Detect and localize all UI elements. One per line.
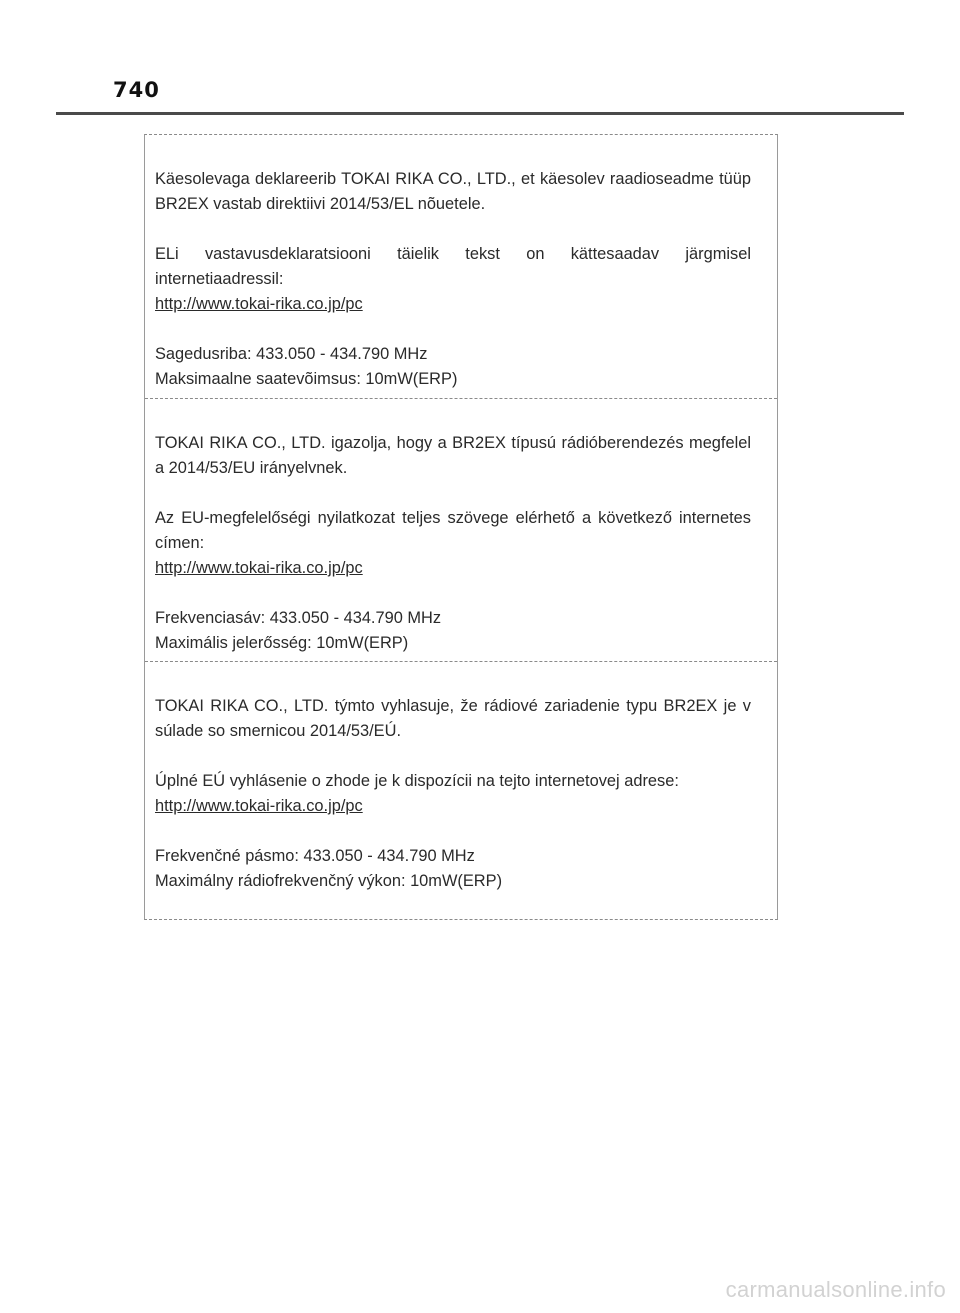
page-number: 740 xyxy=(113,78,160,102)
frequency-band: Sagedusriba: 433.050 - 434.790 MHz xyxy=(155,345,428,363)
conformity-statement: Käesolevaga deklareerib TOKAI RIKA CO., LTD., et käesolev raadioseadme tüüp BR2EX vastab direktiivi 2014/53/EL nõuetele. xyxy=(155,170,751,213)
full-text-intro: Az EU-megfelelőségi nyilatkozat teljes szövege elérhető a következő internetes címen: xyxy=(155,509,751,552)
declaration-section-estonian xyxy=(145,135,777,398)
watermark-text: carmanualsonline.info xyxy=(725,1277,946,1302)
frequency-band: Frekvenčné pásmo: 433.050 - 434.790 MHz xyxy=(155,847,475,865)
max-power: Maximális jelerősség: 10mW(ERP) xyxy=(155,634,409,652)
full-text-intro: ELi vastavusdeklaratsiooni täielik tekst on kättesaadav järgmisel internetiaadressil: xyxy=(155,245,751,288)
declaration-url-link[interactable]: http://www.tokai-rika.co.jp/pc xyxy=(155,797,363,815)
declaration-section-slovak xyxy=(145,661,777,919)
max-power: Maksimaalne saatevõimsus: 10mW(ERP) xyxy=(155,370,458,388)
conformity-statement: TOKAI RIKA CO., LTD. týmto vyhlasuje, že rádiové zariadenie typu BR2EX je v súlade so smernicou 2014/53/EÚ. xyxy=(155,697,751,740)
declaration-section-hungarian xyxy=(145,398,777,661)
declaration-box xyxy=(144,134,778,920)
conformity-statement: TOKAI RIKA CO., LTD. igazolja, hogy a BR2EX típusú rádióberendezés megfelel a 2014/53/EU irányelvnek. xyxy=(155,434,751,477)
frequency-band: Frekvenciasáv: 433.050 - 434.790 MHz xyxy=(155,609,442,627)
max-power: Maximálny rádiofrekvenčný výkon: 10mW(ERP) xyxy=(155,872,503,890)
declaration-url-link[interactable]: http://www.tokai-rika.co.jp/pc xyxy=(155,559,363,577)
declaration-url-link[interactable]: http://www.tokai-rika.co.jp/pc xyxy=(155,295,363,313)
full-text-intro: Úplné EÚ vyhlásenie o zhode je k dispozícii na tejto internetovej adrese: xyxy=(155,772,679,790)
header-rule xyxy=(56,112,904,115)
